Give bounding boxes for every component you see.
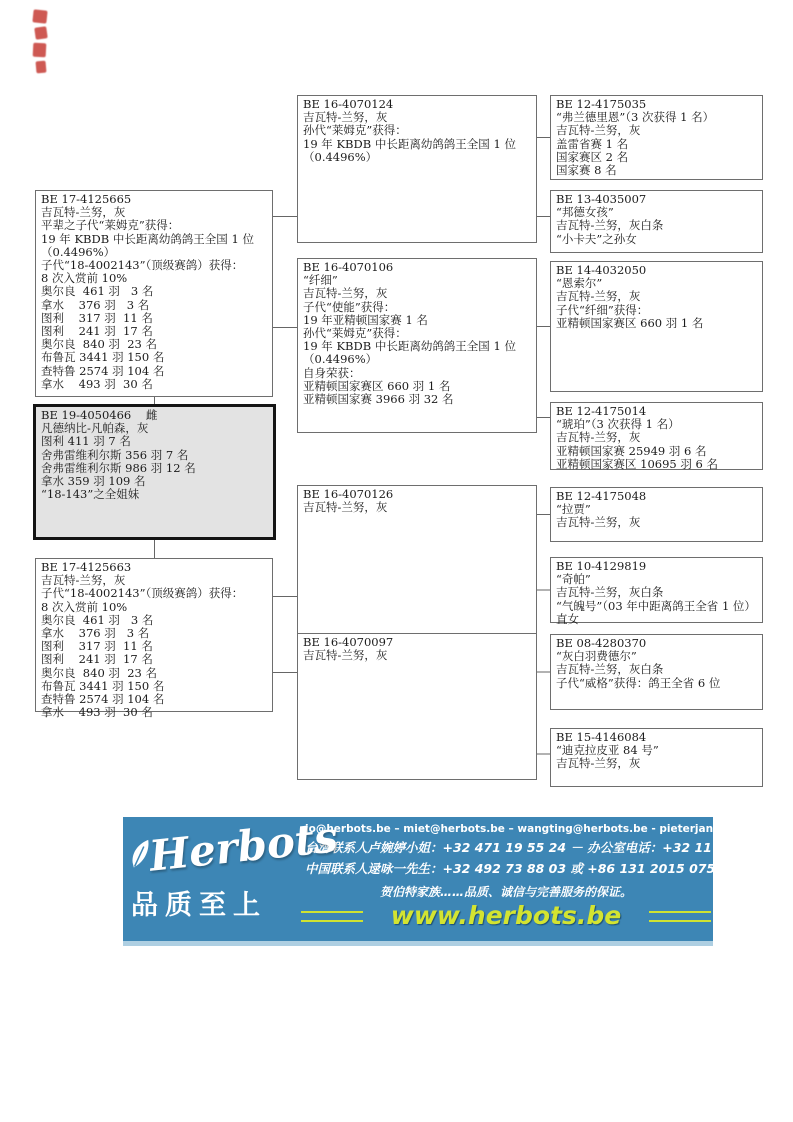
text-line: 19 年 KBDB 中长距离幼鸽鸽王全国 1 位 [303,339,516,354]
text-line: “琥珀”（3 次获得 1 名） [556,417,680,432]
text-line: 19 年亚精顿国家赛 1 名 [303,312,428,327]
text-line: 子代“18-4002143”（顶级赛鸽）获得： [41,258,244,273]
herbots-logo: Herbots [146,812,340,881]
text-line: 图利 317 羽 11 名 [41,310,153,325]
text-line: 亚精顿国家赛 25949 羽 6 名 [556,443,707,458]
text-line: （0.4496%） [41,244,116,259]
text-line: BE 16-4070126 [303,487,394,501]
text-line: “邦德女孩” [556,205,614,220]
banner-family-slogan: 贺伯特家族……品质、诚信与完善服务的保证。 [379,885,632,899]
banner-contact-block [305,817,788,941]
text-line: 子代“使能”获得： [303,299,396,314]
text-line: 吉瓦特-兰努，灰 [556,123,641,138]
text-line: 国家赛区 2 名 [556,149,629,164]
double-line-decoration [649,911,711,922]
text-line: “奇帕” [556,572,591,587]
text-line: 拿水 359 羽 109 名 [41,474,146,489]
text-line: BE 12-4175048 [556,489,647,503]
text-line: 舍弗雷维利尔斯 356 羽 7 名 [41,447,189,462]
text-line: BE 16-4070097 [303,635,394,649]
herbots-banner [123,812,788,946]
text-line: 图利 411 羽 7 名 [41,434,131,449]
pedigree-box-greatgrandparent-6 [550,557,763,626]
text-line: BE 19-4050466 雌 [41,408,158,422]
text-line: 奥尔良 840 羽 23 名 [41,665,158,680]
text-line: （0.4496%） [303,352,378,367]
text-line: BE 12-4175035 [556,97,647,111]
text-line: BE 12-4175014 [556,404,647,418]
text-line: 拿水 376 羽 3 名 [41,626,150,641]
text-line: “18-143”之全姐妹 [41,487,140,502]
text-line: 吉瓦特-兰努，灰白条 [556,218,664,233]
text-line: 吉瓦特-兰努，灰 [303,648,388,663]
text-line: 图利 241 羽 17 名 [41,324,153,339]
banner-taiwan-contact: 台湾联系人卢婉婷小姐：+32 471 19 55 24 － 办公室电话：+32 11 78 91 90 [305,840,778,855]
double-line-decoration [301,911,363,922]
text-line: 凡德纳比-凡帕森，灰 [41,421,149,436]
text-line: BE 14-4032050 [556,263,647,277]
pedigree-box-dam [35,558,273,720]
text-line: 国家赛 8 名 [556,163,617,178]
banner-china-contact: 中国联系人逯咏一先生：+32 492 73 88 03 或 +86 131 2015 0755 [305,861,724,876]
text-line: 孙代“莱姆克”获得： [303,326,407,341]
text-line: BE 10-4129819 [556,559,647,573]
text-line: “恩索尔” [556,276,603,291]
pedigree-box-grandsire-2 [297,485,537,635]
banner-website: www.herbots.be [390,901,622,930]
banner-slogan: 品质至上 [131,890,267,921]
text-line: 吉瓦特-兰努，灰 [303,286,388,301]
pedigree-box-greatgrandparent-8 [550,728,763,787]
pedigree-box-granddam-1 [297,258,537,433]
text-line: 吉瓦特-兰努，灰白条 [556,585,664,600]
text-line: 亚精顿国家赛区 660 羽 1 名 [303,378,451,393]
banner-url-row [305,903,707,929]
text-line: 吉瓦特-兰努，灰白条 [556,662,664,677]
banner-logo-block [123,812,340,941]
text-line: 吉瓦特-兰努，灰 [303,500,388,515]
text-line: BE 08-4280370 [556,636,647,650]
text-line: 吉瓦特-兰努，灰 [556,430,641,445]
text-line: “灰白羽费德尔” [556,649,637,664]
text-line: BE 16-4070124 [303,97,394,111]
text-line: 吉瓦特-兰努，灰 [556,756,641,771]
text-line: “纤细” [303,273,338,288]
text-line: 吉瓦特-兰努，灰 [41,205,126,220]
text-line: “小卡夫”之孙女 [556,231,637,246]
text-line: 吉瓦特-兰努，灰 [303,110,388,125]
pedigree-box-greatgrandparent-1 [550,95,763,180]
text-line: “弗兰德里恩”（3 次获得 1 名） [556,110,715,125]
pedigree-box-greatgrandparent-4 [550,402,763,470]
pedigree-box-sire [35,190,273,397]
text-line: 奥尔良 461 羽 3 名 [41,612,154,627]
text-line: “气魄号”（03 年中距离鸽王全省 1 位）直女 [556,598,756,626]
text-line: 盖雷省赛 1 名 [556,136,629,151]
text-line: 吉瓦特-兰努，灰 [556,289,641,304]
pedigree-box-subject [33,404,276,540]
banner-emails: jo@herbots.be – miet@herbots.be – wangting@herbots.be - pieterjan@herbots.be [305,823,788,835]
pedigree-box-greatgrandparent-2 [550,190,763,253]
red-watermark [31,6,53,90]
text-line: 拿水 493 羽 30 名 [41,376,153,391]
text-line: BE 17-4125665 [41,192,132,206]
text-line: 子代“纤细”获得： [556,302,649,317]
text-line: 8 次入赏前 10% [41,271,128,286]
text-line: 图利 241 羽 17 名 [41,652,153,667]
text-line: 平辈之子代“莱姆克”获得： [41,218,180,233]
text-line: 19 年 KBDB 中长距离幼鸽鸽王全国 1 位 [303,136,516,151]
text-line: 奥尔良 461 羽 3 名 [41,284,154,299]
text-line: 奥尔良 840 羽 23 名 [41,337,158,352]
text-line: （0.4496%） [303,149,378,164]
text-line: “拉贾” [556,502,591,517]
text-line: 拿水 493 羽 30 名 [41,705,153,720]
pedigree-box-greatgrandparent-3 [550,261,763,392]
text-line: 拿水 376 羽 3 名 [41,297,150,312]
pedigree-box-greatgrandparent-7 [550,634,763,710]
text-line: 19 年 KBDB 中长距离幼鸽鸽王全国 1 位 [41,231,254,246]
text-line: BE 16-4070106 [303,260,394,274]
text-line: BE 15-4146084 [556,730,647,744]
pedigree-box-greatgrandparent-5 [550,487,763,542]
text-line: 布鲁瓦 3441 羽 150 名 [41,350,165,365]
text-line: 亚精顿国家赛区 660 羽 1 名 [556,315,704,330]
text-line: 布鲁瓦 3441 羽 150 名 [41,678,165,693]
pedigree-box-granddam-2 [297,633,537,780]
text-line: 孙代“莱姆克”获得： [303,123,407,138]
text-line: 自身荣获： [303,365,361,380]
text-line: 图利 317 羽 11 名 [41,639,153,654]
text-line: 舍弗雷维利尔斯 986 羽 12 名 [41,460,196,475]
text-line: 吉瓦特-兰努，灰 [41,573,126,588]
text-line: 子代“18-4002143”（顶级赛鸽）获得： [41,586,244,601]
text-line: 亚精顿国家赛区 10695 羽 6 名 [556,456,719,471]
text-line: 子代“威格”获得：鸽王全省 6 位 [556,675,721,690]
text-line: 吉瓦特-兰努，灰 [556,515,641,530]
text-line: 查特鲁 2574 羽 104 名 [41,363,165,378]
text-line: BE 13-4035007 [556,192,647,206]
text-line: “迪克拉皮亚 84 号” [556,743,659,758]
text-line: 亚精顿国家赛 3966 羽 32 名 [303,392,454,407]
text-line: 8 次入赏前 10% [41,599,128,614]
pedigree-box-grandsire-1 [297,95,537,243]
text-line: 查特鲁 2574 羽 104 名 [41,692,165,707]
text-line: BE 17-4125663 [41,560,132,574]
